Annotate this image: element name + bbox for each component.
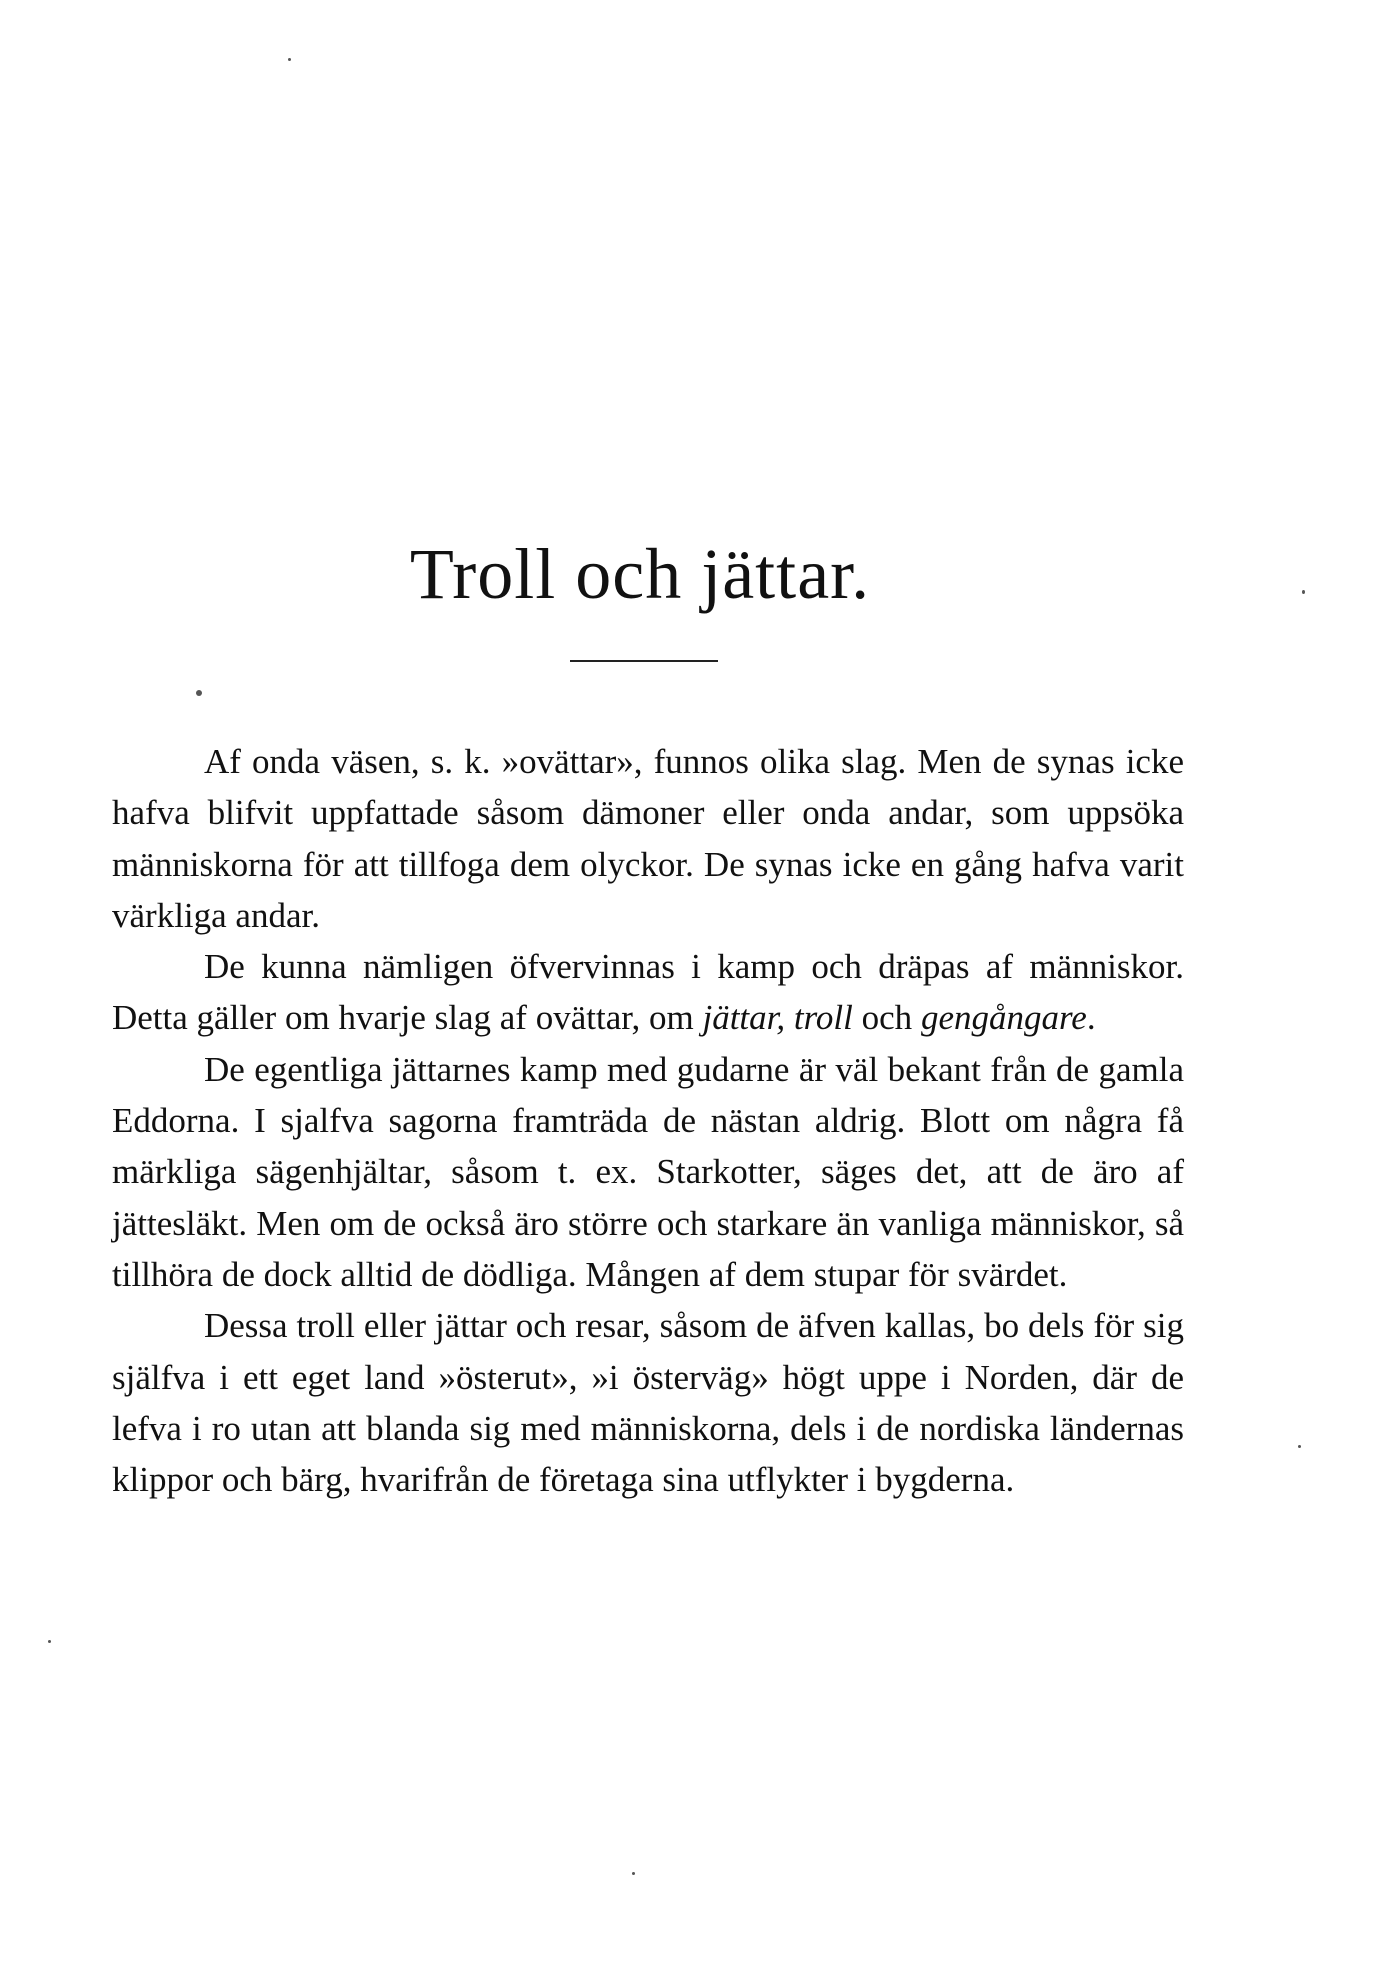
scan-speck bbox=[288, 58, 291, 61]
paragraph-2-conjunction: och bbox=[852, 998, 921, 1038]
scan-speck bbox=[48, 1640, 51, 1643]
scan-speck bbox=[632, 1872, 635, 1875]
chapter-title: Troll och jättar. bbox=[409, 534, 871, 614]
italic-term-gengangare: gengångare bbox=[920, 998, 1087, 1038]
paragraph-2-text: De kunna nämligen öfvervinnas i kamp och dräpas af människor. Detta gäller om hvarje slag af ovättar, om bbox=[112, 947, 1184, 1038]
scan-speck bbox=[1298, 1445, 1301, 1448]
paragraph-2 bbox=[112, 941, 1184, 1044]
scan-speck bbox=[196, 690, 202, 696]
paragraph-1: Af onda väsen, s. k. »ovättar», funnos olika slag. Men de synas icke hafva blifvit uppfattade såsom dämoner eller onda andar, som uppsöka människorna för att tillfoga dem olyckor. De synas icke en gång hafva varit värkliga andar. bbox=[112, 742, 1184, 935]
body-text bbox=[112, 736, 1184, 1505]
scan-speck bbox=[1302, 590, 1305, 594]
title-divider bbox=[570, 660, 718, 662]
paragraph-4: Dessa troll eller jättar och resar, såsom de äfven kallas, bo dels för sig själfva i ett eget land »österut», »i österväg» högt uppe i Norden, där de lefva i ro utan att blanda sig med människorna, dels i de nordiska ländernas klippor och bärg, hvarifrån de företaga sina utflykter i bygderna. bbox=[112, 1306, 1184, 1500]
italic-term-jattar-troll: jättar, troll bbox=[702, 998, 853, 1038]
paragraph-3: De egentliga jättarnes kamp med gudarne är väl bekant från de gamla Eddorna. I sjalfva sagorna framträda de nästan aldrig. Blott om några få märkliga sägenhjältar, såsom t. ex. Starkotter, säges det, att de äro af jättesläkt. Men om de också äro större och starkare än vanliga människor, så tillhöra de dock alltid de dödliga. Mången af dem stupar för svärdet. bbox=[112, 1049, 1184, 1294]
paragraph-2-end: . bbox=[1086, 998, 1096, 1038]
